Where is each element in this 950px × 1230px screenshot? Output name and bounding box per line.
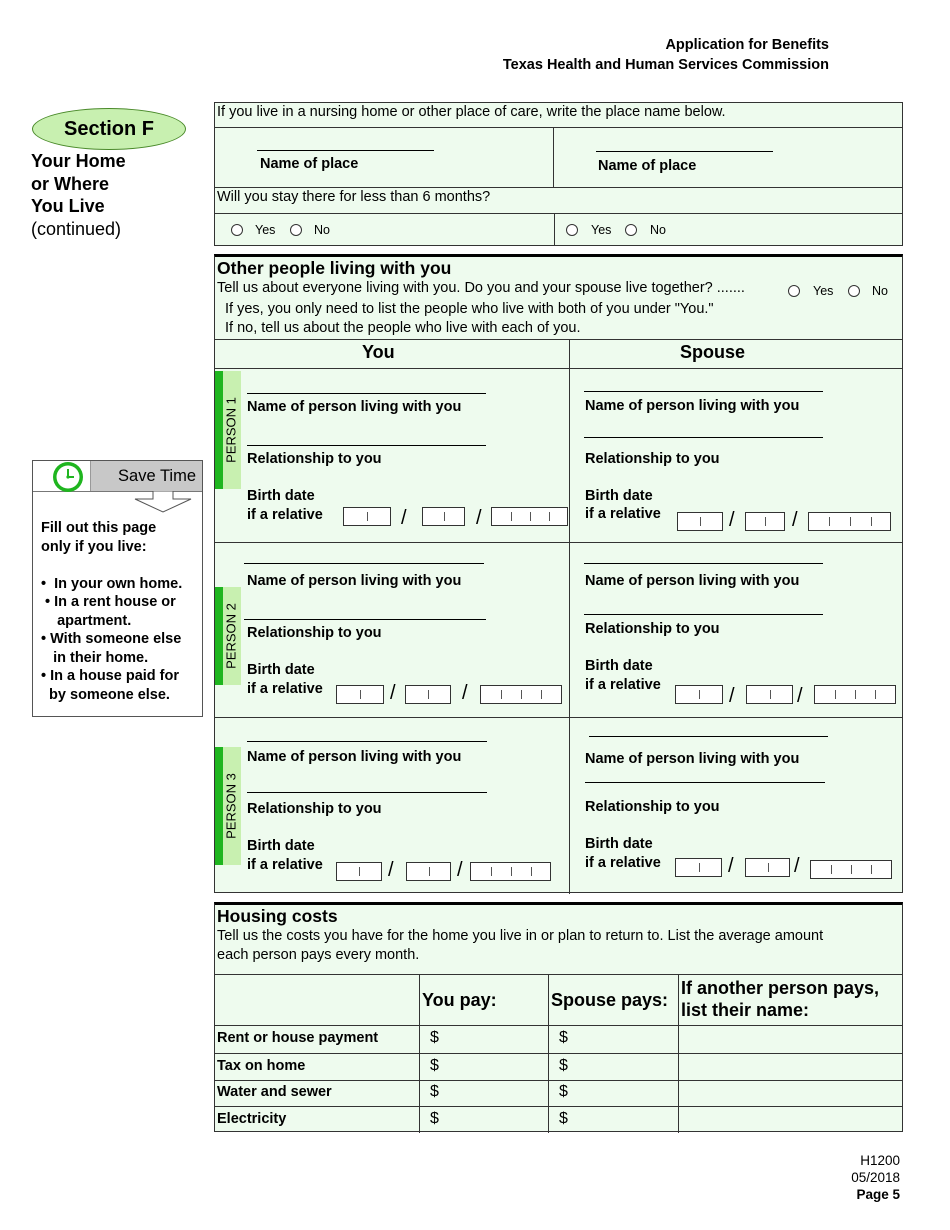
care-question: If you live in a nursing home or other place of care, write the place name below. (217, 104, 726, 120)
person-2-spouse-name-line[interactable] (584, 563, 823, 564)
birth-label-2: if a relative (585, 677, 661, 693)
person-1-spouse-birth-month[interactable] (677, 512, 723, 531)
person-2-you-name-line[interactable] (244, 563, 484, 564)
section-badge (32, 108, 186, 150)
housing-costs-desc-1: Tell us the costs you have for the home you live in or plan to return to. List the average amount (217, 928, 824, 944)
save-time-bullet: by someone else. (41, 686, 170, 703)
person-3-spouse-name-line[interactable] (589, 736, 828, 737)
person-3-spouse-birth-day[interactable] (745, 858, 790, 877)
birth-label: Birth date (247, 488, 315, 504)
other-people-panel (214, 254, 903, 893)
person-3-tab (215, 747, 241, 865)
date-slash: / (401, 507, 407, 529)
yes-label: Yes (255, 223, 276, 237)
together-note-yes: If yes, you only need to list the people who live with both of you under "You." (225, 301, 714, 317)
person-3-you-birth-month[interactable] (336, 862, 382, 881)
stay-no-radio-spouse[interactable] (625, 224, 637, 236)
birth-label: Birth date (585, 658, 653, 674)
yes-label: Yes (813, 284, 834, 298)
name-label: Name of person living with you (585, 573, 800, 589)
electricity-spouse-amount[interactable]: $ (559, 1110, 568, 1127)
place-name-label-spouse: Name of place (598, 158, 697, 174)
save-time-bullet: • In a house paid for (41, 668, 180, 684)
rent-you-amount[interactable]: $ (430, 1029, 439, 1046)
no-label: No (314, 223, 330, 237)
save-time-header (33, 461, 202, 492)
save-time-bullet: • In your own home. (41, 575, 183, 592)
person-3-you-birth-day[interactable] (406, 862, 451, 881)
person-1-spouse-name-line[interactable] (584, 391, 823, 392)
other-people-title: Other people living with you (217, 258, 452, 278)
agency-name: Texas Health and Human Services Commission (502, 57, 829, 73)
tax-spouse-amount[interactable]: $ (559, 1057, 568, 1074)
date-slash: / (388, 859, 394, 881)
live-together-question: Tell us about everyone living with you. Do you and your spouse live together? ....... (217, 280, 745, 296)
save-time-bullet: apartment. (41, 612, 132, 629)
live-together-yes-radio[interactable] (788, 285, 800, 297)
person-1-you-relationship-line[interactable] (247, 445, 486, 446)
column-header-you: You (362, 342, 395, 362)
relationship-label: Relationship to you (585, 621, 720, 637)
stay-no-radio-you[interactable] (290, 224, 302, 236)
col-you-pay: You pay: (422, 990, 497, 1010)
place-name-line-you[interactable] (257, 150, 434, 151)
person-1-spouse-birth-day[interactable] (745, 512, 785, 531)
clock-icon (48, 461, 88, 501)
birth-label: Birth date (585, 836, 653, 852)
person-1-you-name-line[interactable] (247, 393, 486, 394)
section-title (31, 150, 126, 240)
person-2-you-birth-year[interactable] (480, 685, 562, 704)
relationship-label: Relationship to you (247, 801, 382, 817)
housing-costs-title: Housing costs (217, 906, 338, 926)
person-2-you-relationship-line[interactable] (244, 619, 486, 620)
section-title-line: You Live (31, 196, 105, 216)
birth-label-2: if a relative (247, 507, 323, 523)
person-3-spouse-relationship-line[interactable] (585, 782, 825, 783)
person-1-tab (215, 371, 241, 489)
column-header-spouse: Spouse (680, 342, 746, 362)
section-title-line: Your Home (31, 151, 126, 171)
save-time-text (41, 519, 182, 704)
name-label: Name of person living with you (585, 398, 800, 414)
person-2-label: PERSON 2 (223, 603, 239, 669)
col-other-payer-1: If another person pays, (681, 978, 880, 998)
date-slash: / (457, 859, 463, 881)
housing-costs-panel (214, 902, 903, 1132)
water-spouse-amount[interactable]: $ (559, 1083, 568, 1100)
rent-spouse-amount[interactable]: $ (559, 1029, 568, 1046)
birth-label: Birth date (247, 838, 315, 854)
relationship-label: Relationship to you (247, 625, 382, 641)
page-number: Page 5 (856, 1187, 900, 1202)
place-name-label-you: Name of place (260, 156, 359, 172)
name-label: Name of person living with you (585, 751, 800, 767)
date-slash: / (390, 682, 396, 704)
person-2-spouse-birth-month[interactable] (675, 685, 723, 704)
save-time-line: only if you live: (41, 538, 147, 555)
relationship-label: Relationship to you (585, 451, 720, 467)
person-3-spouse-birth-month[interactable] (675, 858, 722, 877)
col-spouse-pays: Spouse pays: (551, 990, 669, 1010)
name-label: Name of person living with you (247, 749, 462, 765)
row-water: Water and sewer (217, 1084, 332, 1100)
stay-yes-radio-spouse[interactable] (566, 224, 578, 236)
birth-label: Birth date (247, 662, 315, 678)
no-label: No (650, 223, 666, 237)
person-1-label: PERSON 1 (223, 397, 239, 463)
relationship-label: Relationship to you (585, 799, 720, 815)
yes-label: Yes (591, 223, 612, 237)
person-2-spouse-birth-day[interactable] (746, 685, 793, 704)
person-2-tab (215, 587, 241, 685)
birth-label-2: if a relative (247, 681, 323, 697)
form-number: H1200 (860, 1153, 900, 1168)
date-slash: / (794, 855, 800, 877)
person-1-you-birth-day[interactable] (422, 507, 465, 526)
person-3-you-name-line[interactable] (247, 741, 487, 742)
person-1-spouse-relationship-line[interactable] (584, 437, 823, 438)
section-badge-label: Section F (63, 117, 154, 140)
person-2-you-birth-day[interactable] (405, 685, 451, 704)
care-facility-panel (214, 102, 903, 246)
section-title-line: or Where (31, 173, 110, 194)
relationship-label: Relationship to you (247, 451, 382, 467)
birth-label-2: if a relative (247, 857, 323, 873)
row-tax: Tax on home (217, 1058, 306, 1074)
date-slash: / (792, 509, 798, 531)
stay-question: Will you stay there for less than 6 months? (217, 189, 491, 205)
person-3-you-birth-year[interactable] (470, 862, 551, 881)
person-2-you-birth-month[interactable] (336, 685, 384, 704)
date-slash: / (729, 685, 735, 707)
down-arrow-icon (133, 491, 193, 513)
person-1-you-birth-month[interactable] (343, 507, 391, 526)
date-slash: / (797, 685, 803, 707)
no-label: No (872, 284, 888, 298)
electricity-you-amount[interactable]: $ (430, 1110, 439, 1127)
date-slash: / (729, 509, 735, 531)
birth-label-2: if a relative (585, 855, 661, 871)
together-note-no: If no, tell us about the people who live with each of you. (225, 320, 581, 336)
save-time-line: Fill out this page (41, 520, 157, 536)
person-1-spouse-birth-year[interactable] (808, 512, 891, 531)
date-slash: / (476, 507, 482, 529)
section-title-continued: (continued) (31, 218, 122, 239)
row-rent: Rent or house payment (217, 1030, 379, 1046)
form-title: Application for Benefits (665, 37, 829, 53)
stay-yes-radio-you[interactable] (231, 224, 243, 236)
live-together-no-radio[interactable] (848, 285, 860, 297)
person-1-you-birth-year[interactable] (491, 507, 568, 526)
date-slash: / (462, 682, 468, 704)
save-time-label: Save Time (118, 467, 196, 485)
person-3-you-relationship-line[interactable] (247, 792, 487, 793)
birth-label-2: if a relative (585, 506, 661, 522)
row-electricity: Electricity (217, 1111, 287, 1127)
housing-costs-desc-2: each person pays every month. (217, 947, 420, 963)
person-3-label: PERSON 3 (223, 773, 239, 839)
name-label: Name of person living with you (247, 573, 462, 589)
place-name-line-spouse[interactable] (596, 151, 773, 152)
save-time-bullet: in their home. (41, 649, 149, 666)
save-time-bullet: • With someone else (41, 631, 182, 647)
name-label: Name of person living with you (247, 399, 462, 415)
water-you-amount[interactable]: $ (430, 1083, 439, 1100)
save-time-box (32, 460, 203, 717)
person-3-spouse-birth-year[interactable] (810, 860, 892, 879)
tax-you-amount[interactable]: $ (430, 1057, 439, 1074)
date-slash: / (728, 855, 734, 877)
person-2-spouse-birth-year[interactable] (814, 685, 896, 704)
birth-label: Birth date (585, 488, 653, 504)
form-date: 05/2018 (851, 1170, 900, 1185)
col-other-payer-2: list their name: (681, 1000, 810, 1020)
person-2-spouse-relationship-line[interactable] (584, 614, 823, 615)
save-time-bullet: • In a rent house or (41, 594, 176, 610)
